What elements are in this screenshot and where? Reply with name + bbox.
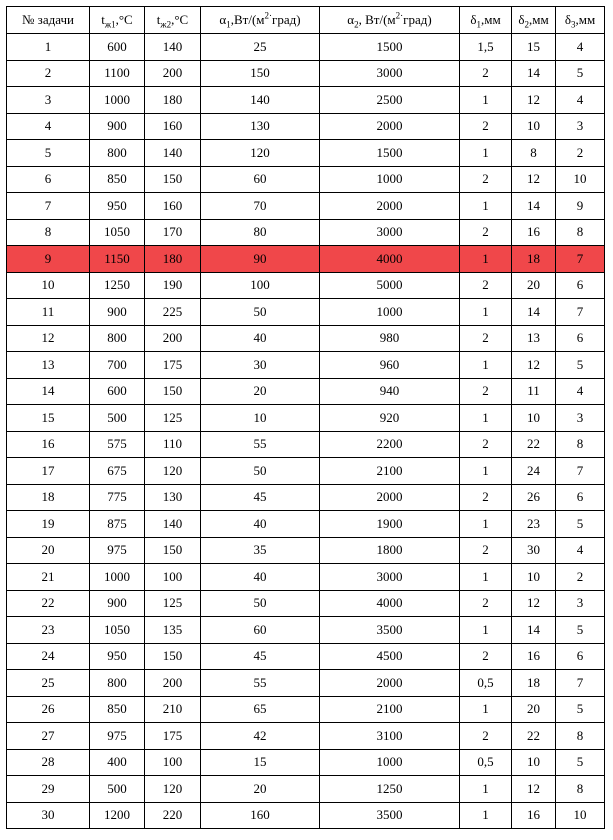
cell-alpha-1: 140 — [201, 87, 320, 114]
cell-delta-1: 1 — [460, 776, 512, 803]
cell-alpha-2: 940 — [320, 378, 460, 405]
cell-fluid-temp-1: 1100 — [90, 60, 145, 87]
cell-fluid-temp-2: 225 — [145, 299, 201, 326]
cell-fluid-temp-1: 400 — [90, 749, 145, 776]
cell-delta-2: 14 — [512, 617, 556, 644]
cell-task-number: 13 — [7, 352, 90, 379]
cell-task-number: 3 — [7, 87, 90, 114]
header-delta-3: $\delta_3,мм$ — [556, 7, 605, 34]
cell-fluid-temp-2: 170 — [145, 219, 201, 246]
table-row — [7, 458, 605, 485]
cell-fluid-temp-2: 190 — [145, 272, 201, 299]
cell-fluid-temp-1: 775 — [90, 484, 145, 511]
cell-fluid-temp-2: 135 — [145, 617, 201, 644]
cell-alpha-1: 40 — [201, 325, 320, 352]
cell-alpha-2: 2500 — [320, 87, 460, 114]
data-table — [6, 6, 605, 829]
cell-fluid-temp-1: 975 — [90, 537, 145, 564]
header-fluid-temp-1: $t_{ж1},^\circ C$ — [90, 7, 145, 34]
cell-delta-3: 10 — [556, 166, 605, 193]
cell-delta-3: 7 — [556, 299, 605, 326]
cell-fluid-temp-2: 180 — [145, 246, 201, 273]
cell-delta-3: 5 — [556, 617, 605, 644]
cell-task-number: 20 — [7, 537, 90, 564]
cell-delta-3: 7 — [556, 246, 605, 273]
cell-delta-2: 11 — [512, 378, 556, 405]
cell-alpha-1: 80 — [201, 219, 320, 246]
cell-alpha-2: 3000 — [320, 60, 460, 87]
cell-alpha-2: 4500 — [320, 643, 460, 670]
cell-fluid-temp-1: 800 — [90, 140, 145, 167]
cell-task-number: 29 — [7, 776, 90, 803]
cell-delta-3: 7 — [556, 670, 605, 697]
cell-delta-2: 20 — [512, 696, 556, 723]
cell-fluid-temp-2: 125 — [145, 590, 201, 617]
cell-delta-2: 23 — [512, 511, 556, 538]
cell-alpha-1: 45 — [201, 643, 320, 670]
cell-fluid-temp-2: 140 — [145, 34, 201, 61]
table-row — [7, 166, 605, 193]
cell-task-number: 21 — [7, 564, 90, 591]
header-delta-2: $\delta_2,мм$ — [512, 7, 556, 34]
cell-fluid-temp-2: 140 — [145, 511, 201, 538]
cell-alpha-1: 70 — [201, 193, 320, 220]
table-row — [7, 405, 605, 432]
cell-delta-1: 1,5 — [460, 34, 512, 61]
table-row — [7, 537, 605, 564]
cell-fluid-temp-1: 950 — [90, 643, 145, 670]
table-row — [7, 352, 605, 379]
cell-alpha-1: 45 — [201, 484, 320, 511]
table-row — [7, 87, 605, 114]
table-row — [7, 378, 605, 405]
cell-alpha-2: 2000 — [320, 484, 460, 511]
cell-alpha-2: 3000 — [320, 564, 460, 591]
cell-delta-1: 1 — [460, 140, 512, 167]
table-row — [7, 431, 605, 458]
cell-delta-3: 8 — [556, 723, 605, 750]
cell-delta-2: 20 — [512, 272, 556, 299]
cell-task-number: 1 — [7, 34, 90, 61]
cell-delta-1: 2 — [460, 643, 512, 670]
cell-alpha-2: 1500 — [320, 140, 460, 167]
cell-fluid-temp-1: 1150 — [90, 246, 145, 273]
cell-delta-3: 9 — [556, 193, 605, 220]
cell-delta-1: 1 — [460, 511, 512, 538]
table-row — [7, 617, 605, 644]
cell-delta-3: 6 — [556, 325, 605, 352]
cell-fluid-temp-1: 875 — [90, 511, 145, 538]
cell-fluid-temp-1: 1000 — [90, 87, 145, 114]
cell-delta-3: 6 — [556, 484, 605, 511]
cell-delta-3: 8 — [556, 219, 605, 246]
cell-fluid-temp-2: 140 — [145, 140, 201, 167]
cell-fluid-temp-1: 800 — [90, 325, 145, 352]
cell-delta-1: 1 — [460, 246, 512, 273]
table-row — [7, 802, 605, 829]
cell-delta-1: 2 — [460, 272, 512, 299]
cell-fluid-temp-1: 950 — [90, 193, 145, 220]
cell-delta-2: 18 — [512, 670, 556, 697]
table-row — [7, 643, 605, 670]
cell-alpha-2: 960 — [320, 352, 460, 379]
cell-alpha-2: 1500 — [320, 34, 460, 61]
cell-task-number: 28 — [7, 749, 90, 776]
cell-delta-2: 24 — [512, 458, 556, 485]
cell-delta-1: 2 — [460, 431, 512, 458]
cell-delta-3: 3 — [556, 405, 605, 432]
table-row — [7, 696, 605, 723]
cell-alpha-1: 50 — [201, 590, 320, 617]
cell-delta-2: 16 — [512, 802, 556, 829]
header-delta-1: $\delta_1,мм$ — [460, 7, 512, 34]
table-row — [7, 272, 605, 299]
cell-delta-2: 16 — [512, 219, 556, 246]
cell-alpha-2: 1250 — [320, 776, 460, 803]
cell-delta-1: 2 — [460, 60, 512, 87]
cell-alpha-2: 920 — [320, 405, 460, 432]
cell-task-number: 22 — [7, 590, 90, 617]
cell-fluid-temp-1: 1200 — [90, 802, 145, 829]
cell-delta-3: 2 — [556, 140, 605, 167]
table-row — [7, 193, 605, 220]
cell-fluid-temp-2: 220 — [145, 802, 201, 829]
cell-delta-2: 10 — [512, 405, 556, 432]
cell-alpha-2: 2000 — [320, 193, 460, 220]
cell-alpha-1: 40 — [201, 564, 320, 591]
cell-fluid-temp-2: 175 — [145, 352, 201, 379]
cell-alpha-1: 160 — [201, 802, 320, 829]
cell-delta-2: 22 — [512, 723, 556, 750]
cell-delta-2: 14 — [512, 299, 556, 326]
cell-delta-1: 1 — [460, 696, 512, 723]
cell-alpha-2: 2000 — [320, 670, 460, 697]
cell-delta-3: 5 — [556, 60, 605, 87]
cell-alpha-1: 25 — [201, 34, 320, 61]
cell-task-number: 27 — [7, 723, 90, 750]
cell-alpha-1: 50 — [201, 299, 320, 326]
cell-delta-1: 2 — [460, 723, 512, 750]
cell-alpha-1: 55 — [201, 431, 320, 458]
cell-fluid-temp-2: 175 — [145, 723, 201, 750]
header-task-number: № задачи — [7, 7, 90, 34]
cell-delta-2: 10 — [512, 749, 556, 776]
cell-fluid-temp-1: 900 — [90, 299, 145, 326]
cell-fluid-temp-1: 850 — [90, 166, 145, 193]
cell-alpha-2: 2100 — [320, 696, 460, 723]
cell-alpha-1: 90 — [201, 246, 320, 273]
cell-fluid-temp-1: 700 — [90, 352, 145, 379]
cell-fluid-temp-1: 600 — [90, 34, 145, 61]
cell-fluid-temp-2: 200 — [145, 60, 201, 87]
cell-task-number: 18 — [7, 484, 90, 511]
cell-fluid-temp-1: 500 — [90, 405, 145, 432]
table-row — [7, 325, 605, 352]
cell-task-number: 17 — [7, 458, 90, 485]
cell-alpha-1: 15 — [201, 749, 320, 776]
cell-alpha-2: 5000 — [320, 272, 460, 299]
cell-alpha-1: 130 — [201, 113, 320, 140]
table-row — [7, 484, 605, 511]
cell-fluid-temp-1: 600 — [90, 378, 145, 405]
cell-alpha-1: 10 — [201, 405, 320, 432]
cell-alpha-2: 1900 — [320, 511, 460, 538]
cell-fluid-temp-1: 900 — [90, 113, 145, 140]
cell-delta-2: 14 — [512, 193, 556, 220]
cell-task-number: 30 — [7, 802, 90, 829]
cell-task-number: 15 — [7, 405, 90, 432]
cell-fluid-temp-1: 500 — [90, 776, 145, 803]
cell-alpha-2: 2100 — [320, 458, 460, 485]
cell-delta-2: 12 — [512, 352, 556, 379]
cell-delta-3: 3 — [556, 590, 605, 617]
cell-task-number: 16 — [7, 431, 90, 458]
cell-task-number: 26 — [7, 696, 90, 723]
cell-delta-1: 1 — [460, 458, 512, 485]
header-fluid-temp-2: $t_{ж2},^\circ C$ — [145, 7, 201, 34]
cell-delta-1: 2 — [460, 219, 512, 246]
cell-alpha-1: 65 — [201, 696, 320, 723]
cell-delta-3: 10 — [556, 802, 605, 829]
cell-task-number: 6 — [7, 166, 90, 193]
header-alpha-2: $\alpha_2$, $Вт/(м^{2\cdot}град)$ — [320, 7, 460, 34]
table-row — [7, 564, 605, 591]
cell-task-number: 24 — [7, 643, 90, 670]
cell-delta-3: 4 — [556, 34, 605, 61]
cell-alpha-1: 55 — [201, 670, 320, 697]
cell-task-number: 2 — [7, 60, 90, 87]
cell-delta-1: 0,5 — [460, 670, 512, 697]
cell-fluid-temp-1: 1050 — [90, 219, 145, 246]
cell-fluid-temp-2: 150 — [145, 378, 201, 405]
cell-alpha-1: 30 — [201, 352, 320, 379]
table-row — [7, 299, 605, 326]
header-row — [7, 7, 605, 34]
cell-fluid-temp-2: 130 — [145, 484, 201, 511]
cell-task-number: 4 — [7, 113, 90, 140]
cell-delta-3: 2 — [556, 564, 605, 591]
cell-alpha-1: 35 — [201, 537, 320, 564]
cell-delta-1: 1 — [460, 405, 512, 432]
cell-fluid-temp-1: 1000 — [90, 564, 145, 591]
cell-task-number: 14 — [7, 378, 90, 405]
cell-delta-3: 8 — [556, 776, 605, 803]
cell-task-number: 25 — [7, 670, 90, 697]
cell-fluid-temp-1: 1050 — [90, 617, 145, 644]
cell-delta-1: 2 — [460, 590, 512, 617]
cell-delta-3: 6 — [556, 643, 605, 670]
cell-alpha-1: 20 — [201, 776, 320, 803]
cell-task-number: 11 — [7, 299, 90, 326]
cell-delta-2: 26 — [512, 484, 556, 511]
table-row — [7, 34, 605, 61]
cell-task-number: 9 — [7, 246, 90, 273]
cell-task-number: 19 — [7, 511, 90, 538]
cell-delta-3: 5 — [556, 352, 605, 379]
cell-fluid-temp-2: 125 — [145, 405, 201, 432]
cell-fluid-temp-2: 120 — [145, 776, 201, 803]
table-row — [7, 670, 605, 697]
cell-delta-3: 5 — [556, 511, 605, 538]
cell-delta-2: 14 — [512, 60, 556, 87]
cell-fluid-temp-1: 800 — [90, 670, 145, 697]
cell-fluid-temp-2: 150 — [145, 537, 201, 564]
cell-fluid-temp-2: 100 — [145, 749, 201, 776]
cell-fluid-temp-2: 200 — [145, 325, 201, 352]
table-row — [7, 511, 605, 538]
cell-delta-3: 5 — [556, 749, 605, 776]
table-row — [7, 219, 605, 246]
cell-fluid-temp-2: 160 — [145, 193, 201, 220]
cell-delta-2: 30 — [512, 537, 556, 564]
cell-alpha-2: 3000 — [320, 219, 460, 246]
cell-alpha-1: 42 — [201, 723, 320, 750]
cell-fluid-temp-2: 100 — [145, 564, 201, 591]
cell-alpha-1: 100 — [201, 272, 320, 299]
table-row — [7, 723, 605, 750]
cell-fluid-temp-1: 975 — [90, 723, 145, 750]
cell-delta-3: 3 — [556, 113, 605, 140]
table-row — [7, 140, 605, 167]
cell-fluid-temp-1: 1250 — [90, 272, 145, 299]
cell-delta-2: 8 — [512, 140, 556, 167]
cell-task-number: 5 — [7, 140, 90, 167]
cell-delta-1: 0,5 — [460, 749, 512, 776]
table-row — [7, 590, 605, 617]
cell-delta-2: 13 — [512, 325, 556, 352]
cell-delta-1: 2 — [460, 325, 512, 352]
cell-delta-2: 15 — [512, 34, 556, 61]
cell-delta-1: 1 — [460, 299, 512, 326]
cell-delta-1: 1 — [460, 802, 512, 829]
cell-alpha-2: 4000 — [320, 246, 460, 273]
cell-alpha-1: 60 — [201, 166, 320, 193]
cell-alpha-2: 3500 — [320, 802, 460, 829]
cell-fluid-temp-1: 675 — [90, 458, 145, 485]
cell-delta-1: 2 — [460, 113, 512, 140]
cell-alpha-2: 980 — [320, 325, 460, 352]
cell-delta-1: 1 — [460, 564, 512, 591]
cell-alpha-2: 1000 — [320, 749, 460, 776]
cell-fluid-temp-1: 850 — [90, 696, 145, 723]
cell-delta-1: 2 — [460, 537, 512, 564]
cell-delta-1: 2 — [460, 378, 512, 405]
cell-alpha-2: 3100 — [320, 723, 460, 750]
cell-alpha-1: 50 — [201, 458, 320, 485]
cell-delta-2: 12 — [512, 87, 556, 114]
header-alpha-1: $\alpha_1,Вт/(м^{2\cdot}град)$ — [201, 7, 320, 34]
cell-delta-1: 1 — [460, 193, 512, 220]
cell-delta-2: 12 — [512, 166, 556, 193]
cell-alpha-2: 1800 — [320, 537, 460, 564]
cell-fluid-temp-1: 575 — [90, 431, 145, 458]
cell-fluid-temp-2: 210 — [145, 696, 201, 723]
cell-delta-3: 7 — [556, 458, 605, 485]
cell-alpha-1: 150 — [201, 60, 320, 87]
cell-task-number: 12 — [7, 325, 90, 352]
cell-alpha-2: 2000 — [320, 113, 460, 140]
table-row-highlighted — [7, 246, 605, 273]
cell-delta-2: 10 — [512, 113, 556, 140]
cell-delta-1: 2 — [460, 484, 512, 511]
cell-task-number: 10 — [7, 272, 90, 299]
cell-alpha-2: 1000 — [320, 166, 460, 193]
cell-fluid-temp-1: 900 — [90, 590, 145, 617]
cell-delta-2: 12 — [512, 590, 556, 617]
cell-delta-1: 1 — [460, 87, 512, 114]
cell-delta-3: 4 — [556, 378, 605, 405]
cell-delta-3: 5 — [556, 696, 605, 723]
cell-fluid-temp-2: 110 — [145, 431, 201, 458]
cell-fluid-temp-2: 160 — [145, 113, 201, 140]
cell-alpha-2: 3500 — [320, 617, 460, 644]
cell-alpha-2: 1000 — [320, 299, 460, 326]
cell-delta-1: 1 — [460, 352, 512, 379]
cell-alpha-1: 60 — [201, 617, 320, 644]
table-row — [7, 749, 605, 776]
cell-fluid-temp-2: 150 — [145, 166, 201, 193]
cell-fluid-temp-2: 120 — [145, 458, 201, 485]
cell-delta-1: 2 — [460, 166, 512, 193]
cell-task-number: 8 — [7, 219, 90, 246]
cell-delta-2: 18 — [512, 246, 556, 273]
cell-fluid-temp-2: 200 — [145, 670, 201, 697]
cell-alpha-2: 4000 — [320, 590, 460, 617]
cell-alpha-2: 2200 — [320, 431, 460, 458]
table-body — [7, 34, 605, 829]
cell-task-number: 23 — [7, 617, 90, 644]
table-row — [7, 776, 605, 803]
cell-fluid-temp-2: 150 — [145, 643, 201, 670]
cell-alpha-1: 20 — [201, 378, 320, 405]
cell-delta-2: 10 — [512, 564, 556, 591]
cell-delta-3: 4 — [556, 537, 605, 564]
table-row — [7, 60, 605, 87]
table-row — [7, 113, 605, 140]
cell-delta-1: 1 — [460, 617, 512, 644]
cell-delta-2: 12 — [512, 776, 556, 803]
cell-alpha-1: 120 — [201, 140, 320, 167]
cell-delta-3: 8 — [556, 431, 605, 458]
cell-delta-2: 22 — [512, 431, 556, 458]
cell-fluid-temp-2: 180 — [145, 87, 201, 114]
cell-delta-3: 4 — [556, 87, 605, 114]
cell-delta-2: 16 — [512, 643, 556, 670]
cell-task-number: 7 — [7, 193, 90, 220]
cell-alpha-1: 40 — [201, 511, 320, 538]
cell-delta-3: 6 — [556, 272, 605, 299]
